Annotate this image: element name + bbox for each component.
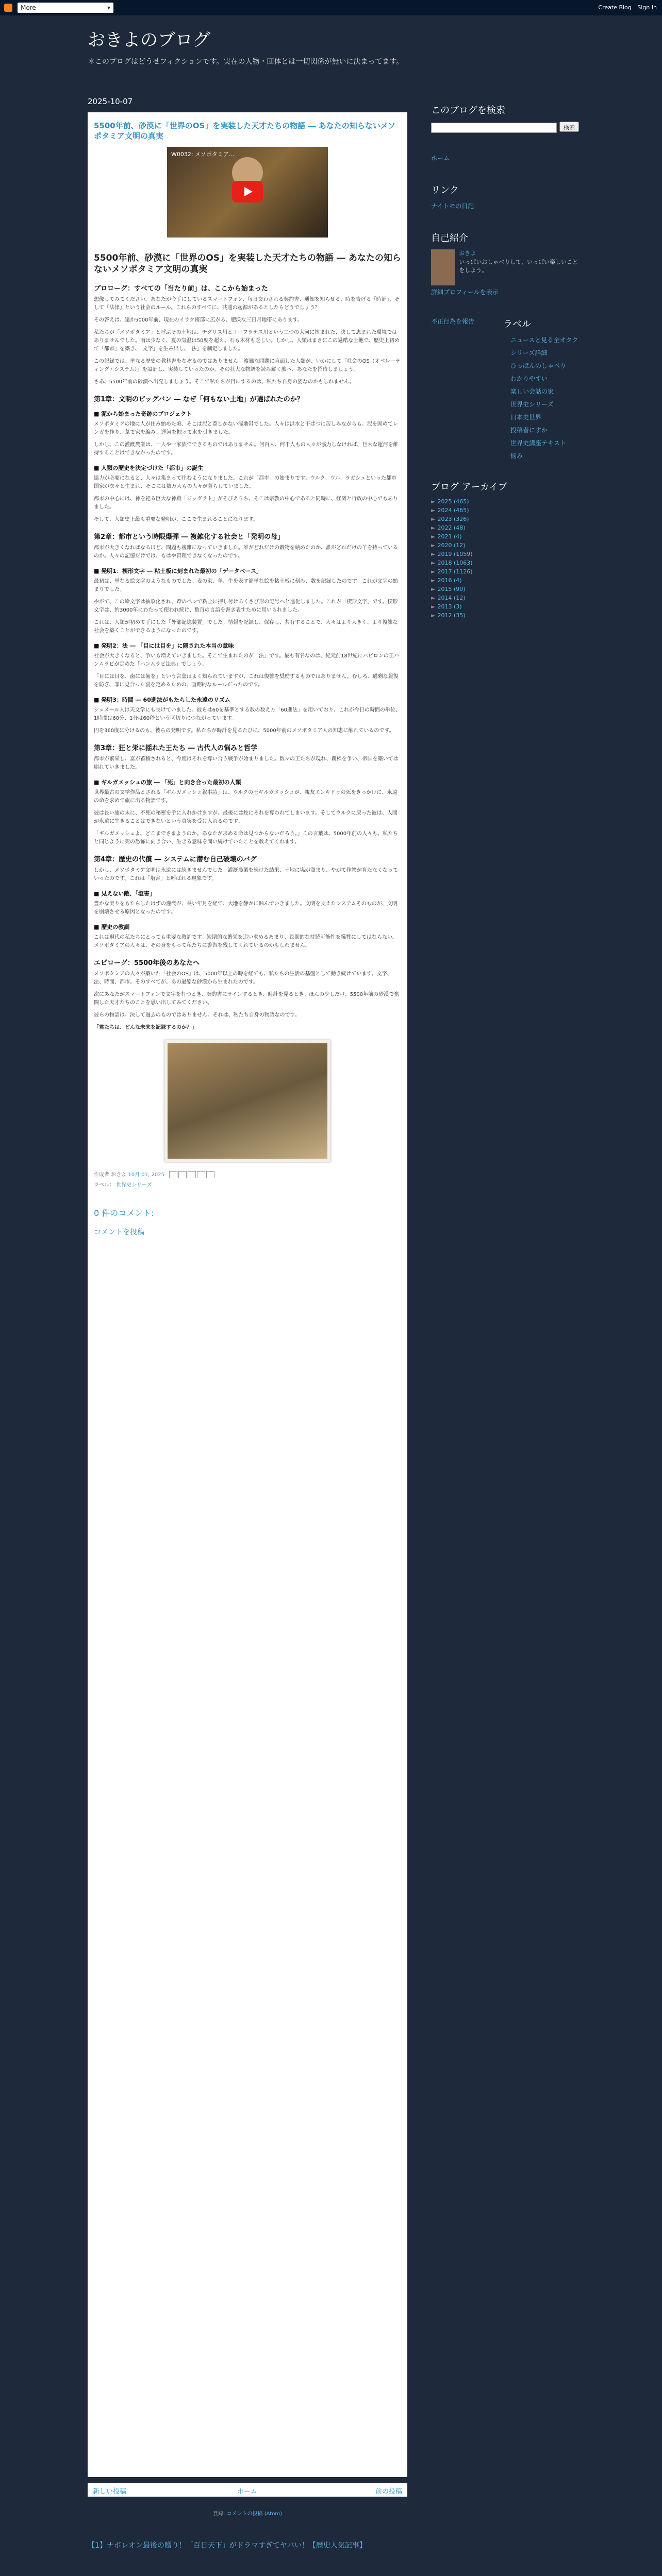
more-label: More — [21, 4, 36, 11]
paragraph: 豊かな実りをもたらしたはずの灌漑が、長い年月を経て、大地を静かに蝕んでいきました。文明を支えたシステムそのものが、文明を崩壊させる原因となったのです。 — [94, 901, 398, 916]
blog-description: ＊このブログはどうせフィクションです。実在の人物・団体とは一切関係が無いに決まってます。 — [88, 58, 404, 66]
subsection-heading: ■ 歴史の教訓 — [94, 924, 130, 931]
archive-label[interactable]: 2016 (4) — [437, 577, 462, 584]
author-prefix: 作成者 — [94, 1172, 109, 1178]
expand-arrow-icon[interactable]: ► — [431, 507, 436, 514]
label-item[interactable]: ひっぱんのしゃべり — [510, 362, 567, 369]
twitter-icon[interactable] — [188, 1171, 196, 1178]
archive-year[interactable] — [431, 533, 581, 540]
link-heading: リンク — [431, 185, 459, 196]
archive-year[interactable] — [431, 560, 581, 566]
paragraph: 最初は、単なる絵文字のようなものでした。麦の束、羊、牛を表す簡単な絵を粘土板に刻み、数を記録したのです。これが文字の始まりでした。 — [94, 579, 398, 593]
archive-label[interactable]: 2022 (48) — [437, 524, 466, 531]
subsection-heading: ■ 発明1：楔形文字 ― 粘土板に刻まれた最初の「データベース」 — [94, 568, 262, 575]
post-footer — [94, 1170, 401, 1178]
archive-label[interactable]: 2017 (1126) — [437, 568, 473, 575]
archive-label[interactable]: 2018 (1063) — [437, 560, 473, 566]
paragraph: メソポタミアの地に人が住み始めた頃、そこは泥と葦しかない湿地帯でした。人々は洪水と干ばつに苦しみながらも、泥を固めてレンガを作り、葦で家を編み、運河を掘って水を引きました。 — [94, 421, 398, 436]
older-posts-link[interactable]: 前の投稿 — [375, 2488, 402, 2496]
expand-arrow-icon[interactable]: ► — [431, 595, 436, 601]
expand-arrow-icon[interactable]: ► — [431, 568, 436, 575]
profile-text: いっぱいおしゃべりして、いっぱい楽しいことをしよう。 — [459, 258, 578, 274]
search-button[interactable]: 検索 — [559, 122, 579, 132]
section-heading: 第3章：狂と栄に揺れた王たち ― 古代人の悩みと哲学 — [94, 744, 258, 753]
label-item[interactable]: ニュースと見る全オタク — [510, 336, 578, 344]
post-labels — [94, 1180, 401, 1188]
paragraph: これは現代の私たちにとっても重要な教訓です。短期的な繁栄を追い求めるあまり、長期的な持続可能性を犠牲にしてはならない。メソポタミアの人々は、その身をもって私たちに警告を残してくれているのかもしれません。 — [94, 935, 398, 949]
expand-arrow-icon[interactable]: ► — [431, 551, 436, 557]
archive-label[interactable]: 2019 (1059) — [437, 551, 473, 557]
more-dropdown[interactable] — [18, 3, 113, 13]
archive-label[interactable]: 2013 (3) — [437, 603, 462, 610]
report-abuse-link[interactable]: 不正行為を報告 — [431, 318, 475, 325]
play-icon[interactable] — [232, 181, 263, 202]
archive-label[interactable]: 2012 (35) — [437, 612, 466, 619]
expand-arrow-icon[interactable]: ► — [431, 542, 436, 549]
archive-year[interactable] — [431, 498, 581, 505]
archive-year[interactable] — [431, 612, 581, 619]
paragraph: 彼は長い旅の末に、不死の秘密を手に入れかけますが、最後には蛇にそれを奪われてしまいます。そしてウルクに戻った彼は、人間が永遠に生きることはできないという真実を受け入れるのです。 — [94, 810, 398, 825]
paragraph: この記録では、単なる歴史の教科書をなぞるのではありません。複雑な問題に直面した人類が、いかにして「社会のOS（オペレーティング・システム）」を設計し、実装していったのか。その壮大な物語を読み解く旅へ、あなたを招待しましょう。 — [94, 359, 401, 373]
blog-title[interactable]: おきよのブログ — [88, 30, 210, 50]
profile-widget — [431, 231, 581, 296]
email-icon[interactable] — [169, 1171, 177, 1178]
archive-year[interactable] — [431, 542, 581, 549]
video-title: W0032: メソポタミア... — [171, 150, 235, 158]
expand-arrow-icon[interactable]: ► — [431, 498, 436, 505]
link-item[interactable]: ナイトモの日記 — [431, 202, 474, 210]
link-widget — [431, 183, 581, 210]
section-heading: プロローグ：すべての「当たり前」は、ここから始まった — [94, 285, 268, 293]
profile-name[interactable]: おきよ — [459, 250, 476, 257]
archive-label[interactable]: 2025 (465) — [437, 498, 469, 505]
paragraph: やがて、この絵文字は抽象化され、葦のペンで粘土に押し付けるくさび形の記号へと進化しました。これが「楔形文字」です。楔形文字は、約3000年にわたって使われ続け、数百の言語を書き表すために用いられました。 — [94, 599, 398, 614]
paragraph: 「目には目を、歯には歯を」という言葉はよく知られていますが、これは復讐を奨励するものではありません。むしろ、過剰な報復を防ぎ、罪に見合った罰を定めるための、画期的なルールだったのです。 — [94, 674, 399, 688]
comments-heading: 0 件のコメント: — [94, 1208, 154, 1218]
labels-list — [503, 335, 581, 460]
label-item[interactable]: 世界史講座テキスト — [510, 439, 566, 447]
subsection-heading: ■ 人類の歴史を決定づけた「都市」の誕生 — [94, 465, 204, 472]
paragraph: 私たちが「メソポタミア」と呼ぶその土地は、チグリス川とユーフラテス川という二つの大河に挟まれた、決して恵まれた環境ではありませんでした。雨は少なく、夏の気温は50度を超え、石も木材も乏しい。しかし、人類はまさにこの過酷な土地で、歴史上初めて「都市」を築き、「文字」を生み出し、「法」を制定しました。 — [94, 330, 400, 352]
archive-label[interactable]: 2014 (12) — [437, 595, 466, 601]
label-item[interactable]: わかりやすい — [510, 375, 548, 382]
post-timestamp[interactable]: 10月 07, 2025 — [128, 1172, 164, 1178]
archive-list — [431, 498, 581, 619]
closing-line: 「君たちは、どんな未来を記録するのか？」 — [94, 1025, 197, 1031]
home-link[interactable]: ホーム — [237, 2488, 258, 2496]
pages-widget — [431, 154, 581, 162]
section-heading: 第4章：歴史の代償 ― システムに潜む自己破壊のバグ — [94, 856, 257, 864]
paragraph: さあ、5500年前の砂漠へ出発しましょう。そこで私たちが目にするのは、私たち自身の姿なのかもしれません。 — [94, 379, 355, 385]
newer-posts-link[interactable]: 新しい投稿 — [93, 2488, 127, 2496]
archive-year[interactable] — [431, 507, 581, 514]
label-item[interactable]: 楽しい会話の家 — [510, 388, 554, 395]
blog-header — [88, 26, 572, 66]
archive-label[interactable]: 2020 (12) — [437, 542, 466, 549]
paragraph: 協力が必要になると、人々は集まって住むようになりました。これが「都市」の始まりです。ウルク、ウル、ラガシュといった都市国家が次々と生まれ、そこには数万人もの人々が暮らしていました。 — [94, 476, 396, 490]
sidebar-home-link[interactable]: ホーム — [431, 155, 450, 162]
paragraph: 彼らの物語は、決して過去のものではありません。それは、私たち自身の物語なのです。 — [94, 1012, 300, 1019]
facebook-icon[interactable] — [197, 1171, 205, 1178]
sign-in-link[interactable]: Sign In — [637, 4, 657, 11]
expand-arrow-icon[interactable]: ► — [431, 533, 436, 540]
date-header: 2025-10-07 — [88, 97, 133, 106]
illustration-image[interactable] — [164, 1040, 330, 1162]
archive-year[interactable] — [431, 516, 581, 522]
subscribe-prefix: 登録: — [213, 2511, 225, 2517]
related-post — [88, 2540, 407, 2576]
archive-heading: ブログ アーカイブ — [431, 482, 507, 493]
embedded-video[interactable] — [167, 147, 328, 238]
post-title[interactable]: 5500年前、砂漠に「世界のOS」を実装した天才たちの物語 ― あなたの知らないメソポタミア文明の真実 — [94, 121, 396, 141]
article-title: 5500年前、砂漠に「世界のOS」を実装した天才たちの物語 ― あなたの知らないメソポタミア文明の真実 — [94, 252, 401, 275]
share-buttons — [169, 1171, 216, 1178]
profile-link[interactable]: 詳細プロフィールを表示 — [431, 289, 499, 296]
create-blog-link[interactable]: Create Blog — [598, 4, 632, 11]
label-item[interactable]: 悩み — [510, 452, 523, 460]
blog-pager — [88, 2483, 407, 2497]
expand-arrow-icon[interactable]: ► — [431, 577, 436, 584]
label-item[interactable]: シリーズ詳細 — [510, 349, 548, 357]
paragraph: 「ギルガメッシュよ、どこまでさまようのか。あなたが求める命は見つからないだろう。」この言葉は、5000年前の人々も、私たちと同じように死の恐怖に向き合い、生きる意味を問い続けていたことを教えてくれます。 — [94, 831, 399, 845]
subsection-heading: ■ 見えない敵、「塩害」 — [94, 890, 155, 897]
subscribe-atom-link[interactable]: コメントの投稿 (Atom) — [226, 2511, 282, 2517]
archive-year[interactable] — [431, 524, 581, 531]
related-title[interactable]: 【1】ナボレオン最後の贈り！「百日天下」がドラマすぎてヤバい！【歴史人気記事】 — [88, 2541, 367, 2550]
labels-heading: ラベル — [503, 319, 531, 330]
section-heading: 第2章：都市という時限爆弾 ― 複雑化する社会と「発明の母」 — [94, 533, 285, 541]
label-item[interactable]: 日本史世界 — [510, 414, 542, 421]
paragraph: 社会が大きくなると、争いも増えていきました。そこで生まれたのが「法」です。最も有名なのは、紀元前18世紀にバビロンの王ハンムラビが定めた「ハンムラビ法典」でしょう。 — [94, 653, 399, 668]
label-link[interactable]: 世界史シリーズ — [116, 1182, 152, 1189]
expand-arrow-icon[interactable]: ► — [431, 524, 436, 531]
expand-arrow-icon[interactable]: ► — [431, 612, 436, 619]
section-heading: エピローグ：5500年後のあなたへ — [94, 959, 200, 968]
author-name[interactable]: おきよ — [111, 1172, 127, 1178]
subsection-heading: ■ ギルガメッシュの旅 ― 「死」と向き合った最初の人類 — [94, 779, 241, 786]
post-comment-link[interactable]: コメントを投稿 — [94, 1228, 144, 1237]
blogger-logo-icon[interactable] — [4, 4, 12, 12]
paragraph: 円を360度に分けるのも、彼らの発明です。私たちが時計を見るたびに、5000年前のメソポタミア人の知恵に触れているのです。 — [94, 728, 394, 734]
paragraph: その答えは、遠か5000年前、現在のイラク南部に広がる、肥沃な三日月地帯にあります。 — [94, 317, 303, 324]
chevron-down-icon: ▾ — [107, 4, 110, 11]
paragraph: 都市が大きくなればなるほど、問題も複雑になっていきました。誰がどれだけの穀物を納めたのか、誰がどれだけの羊を持っているのか。人々の記憶だけでは、もはや管理できなくなったのです。 — [94, 545, 398, 560]
search-input[interactable] — [431, 123, 557, 133]
search-widget — [431, 103, 581, 133]
archive-year[interactable] — [431, 603, 581, 610]
paragraph: 世界最古の文学作品とされる「ギルガメッシュ叙事詩」は、ウルクの王ギルガメッシュが、親友エンキドゥの死をきっかけに、永遠の命を求めて旅に出る物語です。 — [94, 790, 398, 804]
subsection-heading: ■ 発明2：法 ― 「目には目を」に隠された本当の意味 — [94, 642, 234, 650]
sidebar — [431, 103, 581, 621]
paragraph: シュメール人は天文学にも長けていました。彼らは60を基準とする数の数え方「60進法」を用いており、これが今日の時間の単位、1時間は60分、1分は60秒という区切りにつながっています。 — [94, 707, 401, 722]
label-item[interactable]: 世界史シリーズ — [510, 401, 554, 408]
archive-label[interactable]: 2015 (90) — [437, 586, 466, 592]
subsection-heading: ■ 泥から始まった奇跡のプロジェクト — [94, 411, 192, 418]
pinterest-icon[interactable] — [206, 1171, 214, 1178]
paragraph: これは、人類が初めて手にした「外部記憶装置」でした。情報を記録し、保存し、共有することで、人々はより大きく、より複雑な社会を築くことができるようになったのです。 — [94, 620, 398, 634]
archive-label[interactable]: 2021 (4) — [437, 533, 462, 540]
search-heading: このブログを検索 — [431, 105, 505, 116]
paragraph: 次にあなたがスマートフォンで文字を打つとき、契約書にサインするとき、時計を見るとき。ほんの少しだけ、5500年前の砂漠で奮闘した天才たちのことを思い出してみてください。 — [94, 992, 400, 1006]
paragraph: しかし、この灌漑農業は、一人や一家族でできるものではありません。何百人、何千人もの人々が協力しなければ、巨大な運河を維持することはできなかったのです。 — [94, 442, 399, 456]
navbar-links — [594, 4, 657, 11]
two-column-widgets — [431, 317, 581, 464]
subsection-heading: ■ 発明3：時間 ― 60進法がもたらした永遠のリズム — [94, 697, 230, 704]
paragraph: 都市の中心には、神を祀る巨大な神殿「ジッグラト」がそびえ立ち、そこは宗教の中心であると同時に、経済と行政の中心でもありました。 — [94, 496, 398, 511]
blogger-navbar — [0, 0, 662, 15]
label-item[interactable]: 投稿者にすか — [510, 427, 548, 434]
paragraph: そして、人類史上最も重要な発明が、ここで生まれることになります。 — [94, 517, 258, 523]
archive-year[interactable] — [431, 551, 581, 557]
subscribe-links — [88, 2509, 407, 2517]
paragraph: メソポタミアの人々が築いた「社会のOS」は、5000年以上の時を経ても、私たちの生活の基盤として動き続けています。文字、法、時間、都市。そのすべてが、あの過酷な砂漠から生まれたのです。 — [94, 971, 392, 986]
labels-prefix: ラベル： — [94, 1182, 114, 1189]
archive-label[interactable]: 2023 (326) — [437, 516, 469, 522]
archive-year[interactable] — [431, 568, 581, 575]
archive-year[interactable] — [431, 595, 581, 601]
post-body — [88, 112, 407, 2477]
paragraph: 都市が繁栄し、富が蓄積されると、今度はそれを奪い合う戦争が始まりました。数々の王たちが現れ、覇権を争い、帝国を築いては崩れていきました。 — [94, 756, 399, 771]
expand-arrow-icon[interactable]: ► — [431, 560, 436, 566]
paragraph: しかし、メソポタミア文明は永遠には続きませんでした。灌漑農業を続けた結果、土地に塩が溜まり、やがて作物が育たなくなっていったのです。これは「塩害」と呼ばれる現象です。 — [94, 868, 398, 882]
archive-year[interactable] — [431, 577, 581, 584]
paragraph: 想像してみてください。あなたが今手にしているスマートフォン、毎日交わされる契約書、通知を知らせる、時を告げる「時計」、そして「法律」という社会のルール。これらのすべてに、共通の起源があるとしたらどうでしょう？ — [94, 297, 400, 311]
about-heading: 自己紹介 — [431, 233, 468, 244]
archive-label[interactable]: 2024 (465) — [437, 507, 469, 514]
expand-arrow-icon[interactable]: ► — [431, 516, 436, 522]
archive-widget — [431, 480, 581, 619]
section-heading: 第1章：文明のビッグバン ― なぜ「何もない土地」が選ばれたのか？ — [94, 396, 304, 404]
expand-arrow-icon[interactable]: ► — [431, 603, 436, 610]
expand-arrow-icon[interactable]: ► — [431, 586, 436, 592]
avatar[interactable] — [431, 249, 455, 285]
archive-year[interactable] — [431, 586, 581, 592]
blogthis-icon[interactable] — [178, 1171, 187, 1178]
